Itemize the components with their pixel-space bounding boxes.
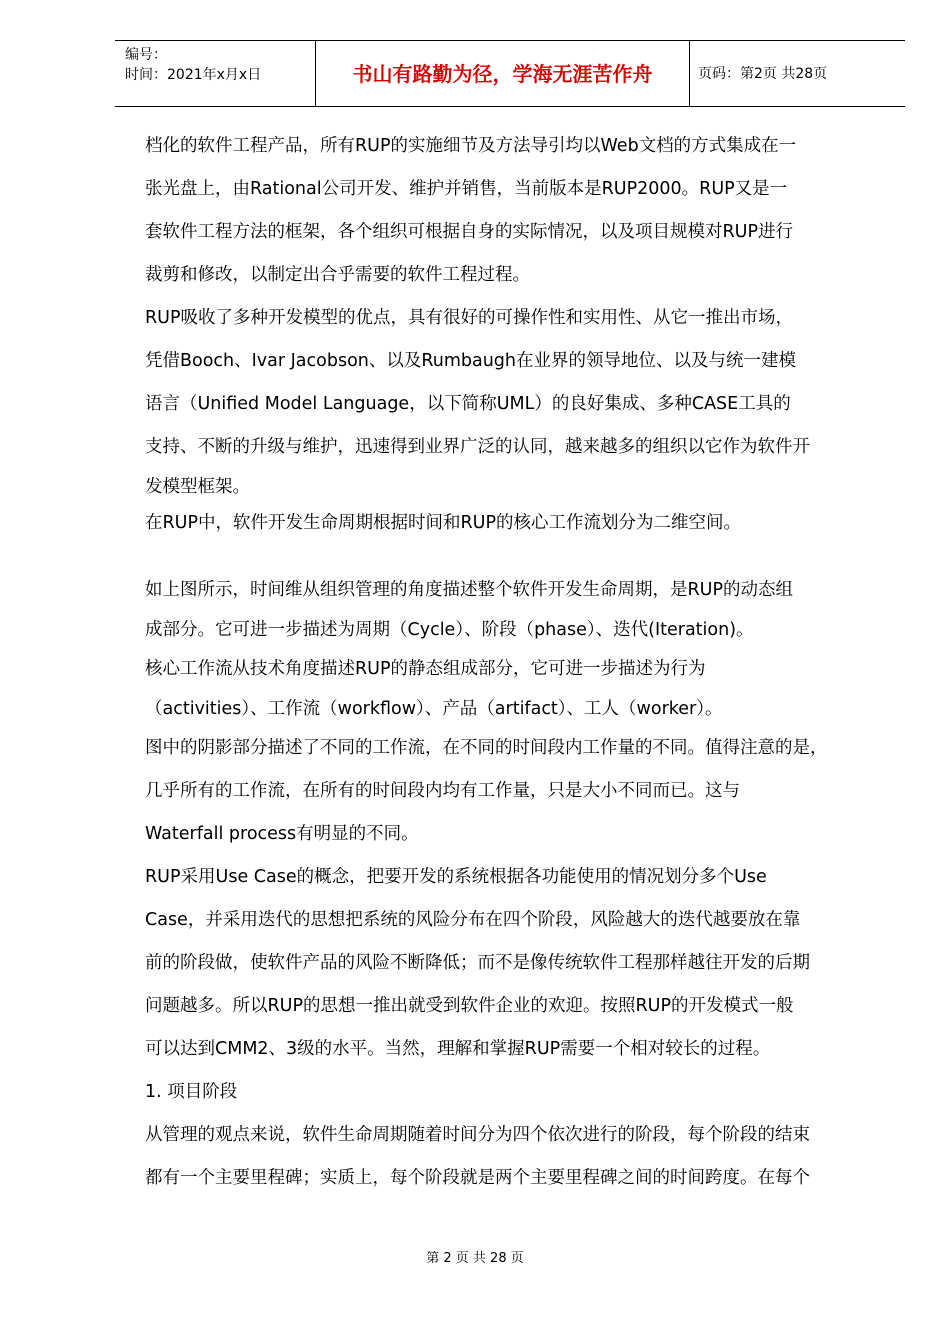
body-line: RUP吸收了多种开发模型的优点，具有很好的可操作性和实用性、从它一推出市场，	[145, 308, 794, 328]
body-line: 如上图所示，时间维从组织管理的角度描述整个软件开发生命周期，是RUP的动态组	[145, 580, 794, 600]
body-line: 前的阶段做，使软件产品的风险不断降低；而不是像传统软件工程那样越往开发的后期	[145, 953, 810, 973]
header-motto: 书山有路勤为径，学海无涯苦作舟	[316, 41, 690, 106]
body-line: 语言（Unified Model Language，以下简称UML）的良好集成、多种CASE工具的	[145, 394, 791, 414]
body-line: 张光盘上，由Rational公司开发、维护并销售，当前版本是RUP2000。RUP又是一	[145, 179, 788, 199]
body-line: RUP采用Use Case的概念，把要开发的系统根据各功能使用的情况划分多个Use	[145, 867, 767, 887]
page-footer: 第 2 页 共 28 页	[426, 1251, 524, 1266]
body-line: 裁剪和修改，以制定出合乎需要的软件工程过程。	[145, 265, 530, 285]
header-meta	[115, 41, 316, 106]
section-heading: 1. 项目阶段	[145, 1082, 238, 1102]
body-line: 问题越多。所以RUP的思想一推出就受到软件企业的欢迎。按照RUP的开发模式一般	[145, 996, 794, 1016]
header-page-info: 页码：第2页 共28页	[698, 66, 828, 82]
page-header	[115, 40, 905, 107]
body-line: 套软件工程方法的框架，各个组织可根据自身的实际情况，以及项目规模对RUP进行	[145, 222, 794, 242]
body-line: 支持、不断的升级与维护，迅速得到业界广泛的认同，越来越多的组织以它作为软件开	[145, 437, 810, 457]
body-line: （activities）、工作流（workflow）、产品（artifact）、工人（worker）。	[145, 699, 723, 719]
body-line: 核心工作流从技术角度描述RUP的静态组成部分，它可进一步描述为行为	[145, 659, 706, 679]
body-line: 都有一个主要里程碑；实质上，每个阶段就是两个主要里程碑之间的时间跨度。在每个	[145, 1168, 810, 1188]
body-line: 几乎所有的工作流，在所有的时间段内均有工作量，只是大小不同而已。这与	[145, 781, 740, 801]
body-line: Case，并采用迭代的思想把系统的风险分布在四个阶段，风险越大的迭代越要放在靠	[145, 910, 801, 930]
time-label: 时间：2021年x月x日	[125, 67, 262, 83]
figure-gap	[145, 541, 887, 569]
body-line: 从管理的观点来说，软件生命周期随着时间分为四个依次进行的阶段，每个阶段的结束	[145, 1125, 810, 1145]
document-body	[145, 125, 887, 1200]
body-line: 凭借Booch、Ivar Jacobson、以及Rumbaugh在业界的领导地位、以及与统一建模	[145, 351, 797, 371]
body-line: Waterfall process有明显的不同。	[145, 824, 419, 844]
body-line: 可以达到CMM2、3级的水平。当然，理解和掌握RUP需要一个相对较长的过程。	[145, 1039, 771, 1059]
body-line: 成部分。它可进一步描述为周期（Cycle）、阶段（phase）、迭代(Iteration)。	[145, 620, 754, 640]
body-line: 发模型框架。	[145, 477, 250, 497]
body-line: 档化的软件工程产品，所有RUP的实施细节及方法导引均以Web文档的方式集成在一	[145, 136, 797, 156]
number-label: 编号：	[125, 47, 167, 63]
body-line: 在RUP中，软件开发生命周期根据时间和RUP的核心工作流划分为二维空间。	[145, 513, 742, 533]
body-line: 图中的阴影部分描述了不同的工作流，在不同的时间段内工作量的不同。值得注意的是，	[145, 738, 828, 758]
